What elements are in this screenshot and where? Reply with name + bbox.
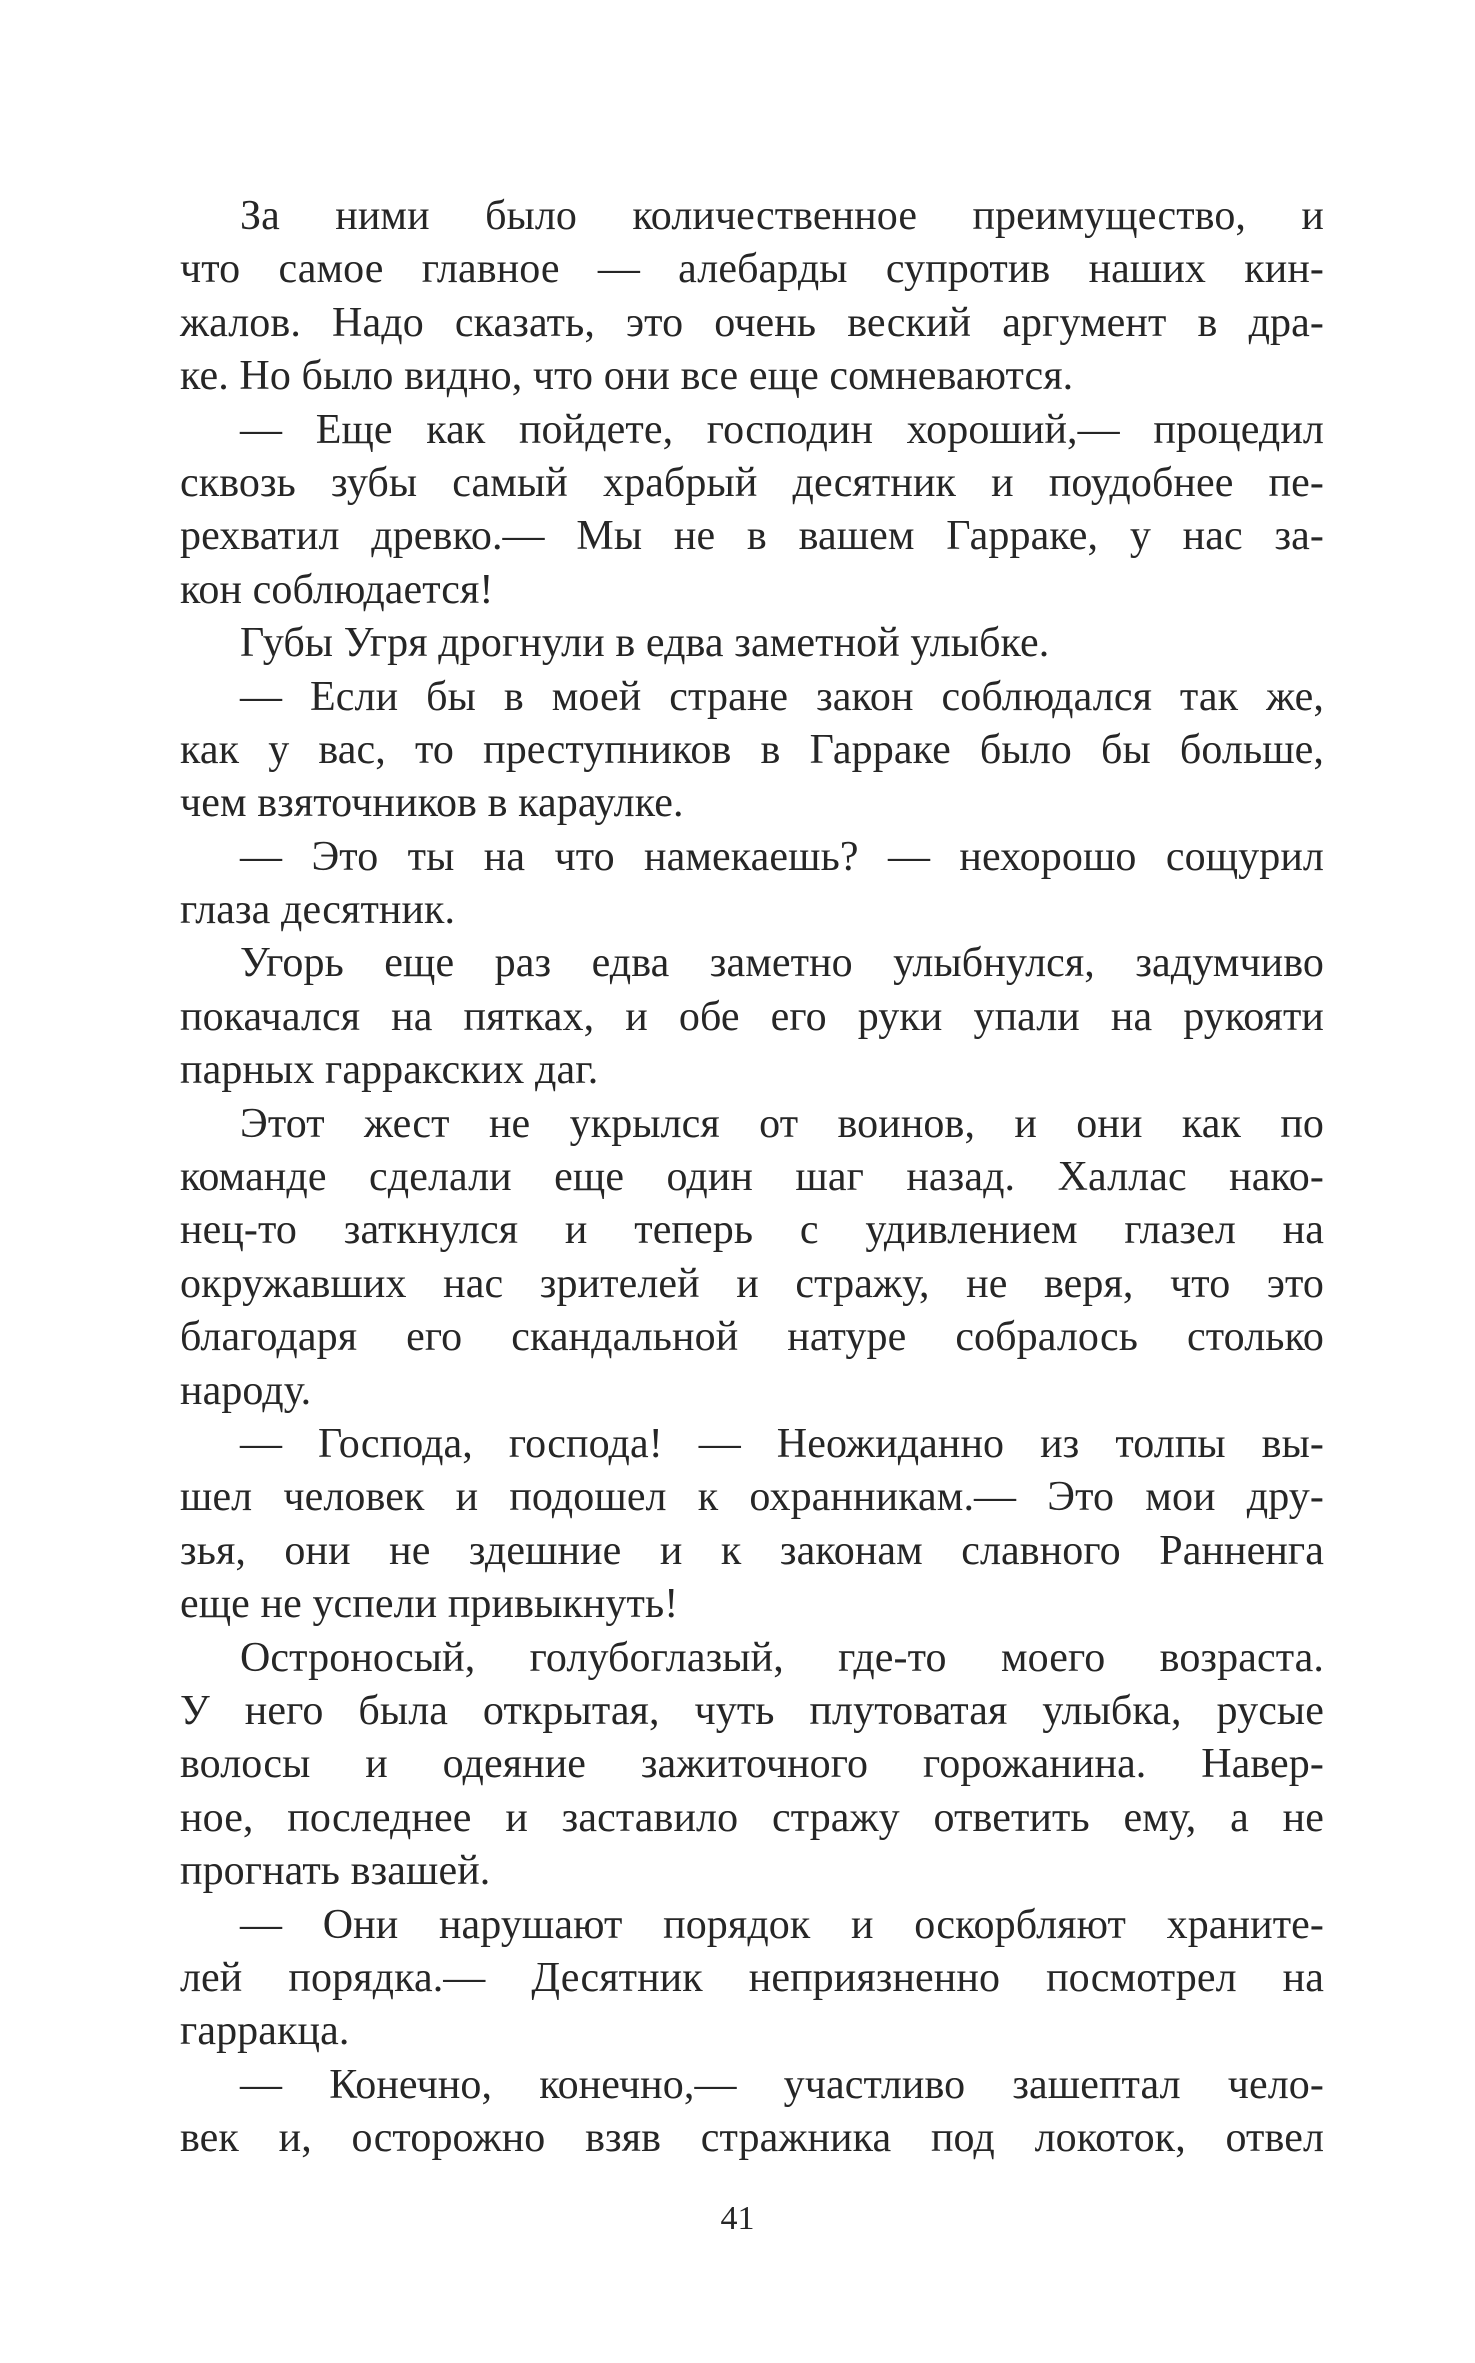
text-line: лей порядка.— Десятник неприязненно посмотрел на	[180, 1954, 1324, 2001]
body-text	[180, 190, 1324, 2165]
text-line: кон соблюдается!	[180, 566, 494, 613]
page-number: 41	[720, 2200, 755, 2237]
text-line: Угорь еще раз едва заметно улыбнулся, задумчиво	[240, 940, 1324, 987]
text-line: рехватил древко.— Мы не в вашем Гарраке, у нас за-	[180, 513, 1324, 560]
text-line: парных гарракских даг.	[180, 1047, 599, 1094]
text-line: глаза десятник.	[180, 887, 456, 934]
text-line: благодаря его скандальной натуре собралось столько	[180, 1314, 1324, 1361]
text-line: команде сделали еще один шаг назад. Халлас нако-	[180, 1154, 1324, 1201]
text-line: покачался на пятках, и обе его руки упали на рукояти	[180, 993, 1324, 1040]
text-line: что самое главное — алебарды супротив наших кин-	[180, 246, 1324, 293]
text-line: еще не успели привыкнуть!	[180, 1581, 679, 1628]
text-line: — Еще как пойдете, господин хороший,— процедил	[240, 406, 1324, 453]
text-line: — Конечно, конечно,— участливо зашептал чело-	[240, 2061, 1324, 2108]
text-line: Губы Угря дрогнули в едва заметной улыбке.	[240, 620, 1050, 667]
text-line: жалов. Надо сказать, это очень веский аргумент в дра-	[180, 299, 1324, 346]
text-line: как у вас, то преступников в Гарраке было бы больше,	[180, 726, 1324, 773]
text-line: волосы и одеяние зажиточного горожанина. Навер-	[180, 1741, 1324, 1788]
text-line: — Они нарушают порядок и оскорбляют храните-	[240, 1901, 1324, 1948]
text-line: ное, последнее и заставило стражу ответить ему, а не	[180, 1794, 1324, 1841]
text-line: окружавших нас зрителей и стражу, не веря, что это	[180, 1260, 1324, 1307]
text-line: нец-то заткнулся и теперь с удивлением глазел на	[180, 1207, 1324, 1254]
text-line: зья, они не здешние и к законам славного Ранненга	[180, 1527, 1324, 1574]
text-line: гарракца.	[180, 2008, 350, 2055]
text-line: ке. Но было видно, что они все еще сомневаются.	[180, 353, 1074, 400]
text-line: чем взяточников в караулке.	[180, 780, 684, 827]
text-line: сквозь зубы самый храбрый десятник и поудобнее пе-	[180, 459, 1324, 506]
text-line: прогнать взашей.	[180, 1848, 491, 1895]
text-line: шел человек и подошел к охранникам.— Это мои дру-	[180, 1474, 1324, 1521]
text-line: век и, осторожно взяв стражника под локоток, отвел	[180, 2115, 1324, 2162]
text-line: — Если бы в моей стране закон соблюдался так же,	[240, 673, 1324, 720]
text-line: народу.	[180, 1367, 312, 1414]
text-line: Этот жест не укрылся от воинов, и они как по	[240, 1100, 1324, 1147]
text-line: — Это ты на что намекаешь? — нехорошо сощурил	[240, 833, 1324, 880]
text-line: — Господа, господа! — Неожиданно из толпы вы-	[240, 1420, 1324, 1467]
text-line: Остроносый, голубоглазый, где-то моего возраста.	[240, 1634, 1324, 1681]
text-line: За ними было количественное преимущество, и	[240, 193, 1324, 239]
text-line: У него была открытая, чуть плутоватая улыбка, русые	[180, 1687, 1324, 1734]
